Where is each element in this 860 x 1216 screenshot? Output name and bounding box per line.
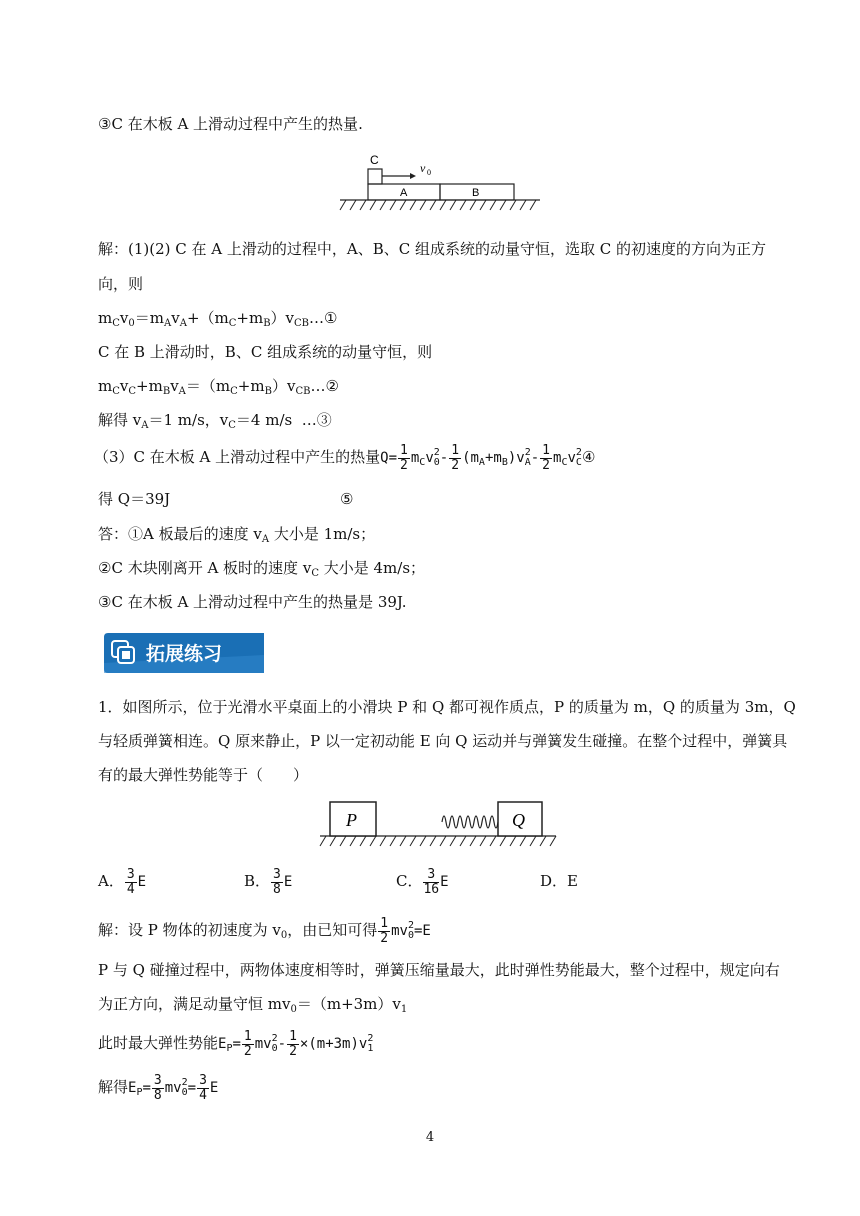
solution2-line3: 为正方向，满足动量守恒 $mv_0=(m+3m)v_1$: [98, 995, 408, 1015]
solution2-line1: 解：设 P 物体的初速度为 $v_0$，由已知可得 $\frac{1}{2}$ mv 2 0 =E: [98, 915, 431, 946]
heat-equation-line: （3）C 在木板 A 上滑动过程中产生的热量Q= $\frac{1}{2}$ $m_Cv$ 2 0 - $\frac{1}{2}$ $(m_A+m_B)v$ 2 A - $\frac{1}{2}$ $m_Cv$ 2 C ④: [94, 442, 596, 473]
option-c[interactable]: C． $\frac{3}{16}$ E: [396, 866, 449, 897]
section-badge: [104, 633, 264, 673]
equation-1: $m_Cv_0=m_Av_A+(m_C+m_B)v_{CB}\dots ①$: [98, 309, 338, 329]
figure-block-on-boards: [330, 148, 550, 214]
question-3-text: ③C 在木板 A 上滑动过程中产生的热量.: [98, 115, 363, 133]
figure-spring-blocks: [318, 798, 558, 850]
label-q: Q: [512, 810, 525, 830]
fig1-label-b: B: [472, 187, 480, 199]
heat-equation-prefix: （3）C 在木板 A 上滑动过程中产生的热量: [94, 448, 381, 466]
fig1-label-a: A: [400, 187, 408, 199]
equation-2: $m_Cv_C+m_Bv_A=(m_C+m_B)v_{CB}\dots ②$: [98, 377, 339, 397]
elastic-energy-line: 此时最大弹性势能$E_P=$ $\frac{1}{2}$ mv 2 0 - $\frac{1}{2}$ ×(m+3m)v 2 1: [98, 1028, 374, 1059]
section-title: 拓展练习: [146, 643, 223, 665]
fig1-label-v-sub: 0: [427, 168, 431, 177]
problem1-line1: 1．如图所示，位于光滑水平桌面上的小滑块 P 和 Q 都可视作质点，P 的质量为 m，Q 的质量为 3m，Q: [98, 698, 796, 716]
solution1-line4: C 在 B 上滑动时，B、C 组成系统的动量守恒，则: [98, 343, 433, 361]
solution2-line2: P 与 Q 碰撞过程中，两物体速度相等时，弹簧压缩量最大，此时弹性势能最大，整个过程中，规定向右: [98, 961, 780, 979]
answer-2: ②C 木块刚离开 A 板时的速度 $v_C$ 大小是 4m/s；: [98, 559, 426, 579]
fig1-label-v: v: [420, 161, 426, 175]
option-b[interactable]: B． $\frac{3}{8}$ E: [244, 866, 293, 897]
answer-1: 答：①A 板最后的速度 $v_A$ 大小是 1m/s；: [98, 525, 376, 545]
option-a[interactable]: A． $\frac{3}{4}$ E: [98, 866, 147, 897]
final-result-line: 解得$E_P=$ $\frac{3}{8}$ mv 2 0 = $\frac{3}{4}$ E: [98, 1072, 219, 1103]
label-p: P: [346, 810, 357, 830]
answer-3: ③C 在木板 A 上滑动过程中产生的热量是 39J.: [98, 593, 407, 611]
problem1-line2: 与轻质弹簧相连。Q 原来静止，P 以一定初动能 E 向 Q 运动并与弹簧发生碰撞。在整个过程中，弹簧具: [98, 732, 788, 750]
problem1-line3: 有的最大弹性势能等于（ ）: [98, 766, 309, 784]
page-number: 4: [425, 1130, 435, 1145]
equation-3: 解得 $v_A=1$ m/s，$v_C=4$ m/s …③: [98, 411, 332, 431]
result-q-mark: ⑤: [340, 490, 354, 508]
result-q: 得 Q＝39J: [98, 490, 171, 508]
solution1-line2: 向，则: [98, 275, 144, 293]
solution1-line1: 解：(1)(2) C 在 A 上滑动的过程中，A、B、C 组成系统的动量守恒，选取 C 的初速度的方向为正方: [98, 240, 766, 258]
fig1-label-c: C: [370, 153, 379, 167]
option-d[interactable]: D．E: [540, 872, 578, 890]
spring: [442, 816, 498, 828]
